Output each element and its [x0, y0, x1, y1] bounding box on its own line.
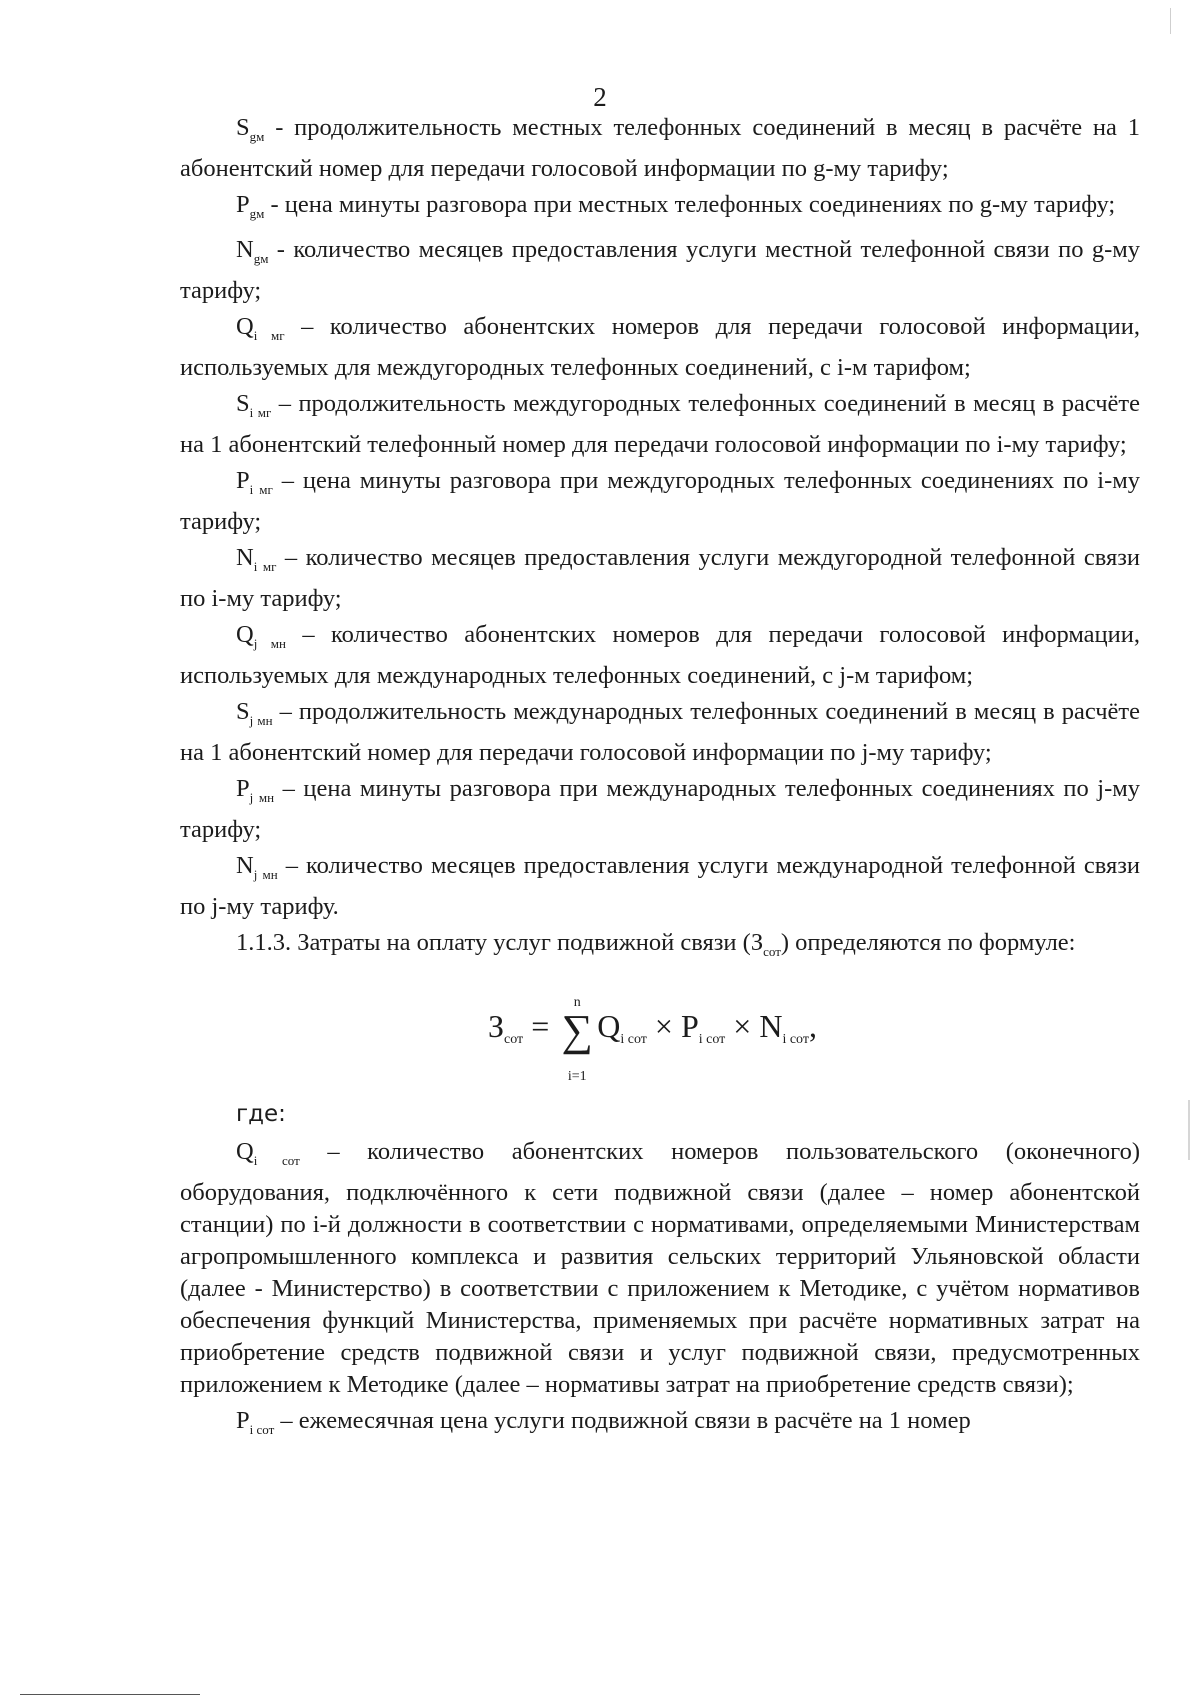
definition-paragraph: $S_{i мг}$ – продолжительность междугородных телефонных соединений в месяц в расчёте на 1 абонентский телефонный номер для передачи голосовой информации по i-му тарифу; — [180, 390, 1140, 458]
document-body — [180, 112, 1140, 1450]
definition-paragraph: $N_{j мн}$ – количество месяцев предоставления услуги международной телефонной связи по j-му тарифу. — [180, 852, 1140, 920]
cost-formula — [180, 980, 1140, 1084]
definition-paragraph: $S_{gм}$ - продолжительность местных телефонных соединений в месяц в расчёте на 1 абонентский номер для передачи голосовой информации по g-му тарифу; — [180, 114, 1140, 182]
where-label: где: — [236, 1101, 286, 1127]
formula-term-q: Q — [597, 1008, 621, 1044]
formula-equals: = — [531, 1008, 550, 1044]
formula-term-n-subscript: i сот — [782, 1032, 809, 1047]
formula-term-q-subscript: i сот — [620, 1032, 647, 1047]
formula-times: × — [654, 1008, 673, 1044]
definition-paragraph: $Q_{j мн}$ – количество абонентских номеров для передачи голосовой информации, используемых для международных телефонных соединений, с j-м тарифом; — [180, 621, 1140, 689]
definition-paragraph: $Q_{i сот}$ – количество абонентских номеров пользовательского (оконечного) оборудования, подключённого к сети подвижной связи (далее – номер абонентской станции) по i-й должности в соответствии с нормативами, определяемыми Министерствам агропромышленного комплекса и развития сельских территорий Ульяновской области (далее - Министерство) в соответствии с приложением к Методике, с учётом нормативов обеспечения функций Министерства, применяемых при расчёте нормативных затрат на приобретение средств подвижной связи и услуг подвижной связи, предусмотренных приложением к Методике (далее – нормативы затрат на приобретение средств связи); — [180, 1138, 1140, 1398]
definition-paragraph: $P_{j мн}$ – цена минуты разговора при международных телефонных соединениях по j-му тарифу; — [180, 775, 1140, 843]
formula-times: × — [733, 1008, 752, 1044]
formula-term-p-subscript: i сот — [698, 1032, 726, 1047]
summation-sign: ∑ n i=1 — [557, 1015, 597, 1047]
page-number: 2 — [593, 82, 607, 112]
definition-paragraph: $P_{i сот}$ – ежемесячная цена услуги подвижной связи в расчёте на 1 номер — [236, 1407, 971, 1437]
scan-artifact — [1170, 8, 1177, 34]
formula-term-n: N — [759, 1008, 783, 1044]
scan-artifact — [1188, 1100, 1190, 1160]
definition-paragraph: $P_{gм}$ - цена минуты разговора при местных телефонных соединениях по g-му тарифу; — [236, 191, 1116, 221]
definition-paragraph: $S_{j мн}$ – продолжительность международных телефонных соединений в месяц в расчёте на 1 абонентский номер для передачи голосовой информации по j-му тарифу; — [180, 698, 1141, 766]
definition-paragraph: $N_{gм}$ - количество месяцев предоставления услуги местной телефонной связи по g-му тарифу; — [180, 236, 1140, 304]
formula-lhs: З — [488, 1008, 505, 1044]
section-heading-paragraph: 1.1.3. Затраты на оплату услуг подвижной связи $(З_{сот})$ определяются по формуле: — [236, 929, 1076, 959]
formula-comma: , — [808, 1008, 817, 1044]
sum-upper-limit: n — [573, 995, 581, 1010]
sum-lower-limit: i=1 — [567, 1069, 587, 1084]
definition-paragraph: $Q_{i мг}$ – количество абонентских номеров для передачи голосовой информации, используемых для междугородных телефонных соединений, с i-м тарифом; — [180, 313, 1140, 381]
bottom-rule — [20, 1694, 200, 1695]
formula-term-p: P — [680, 1008, 699, 1044]
definition-paragraph: $N_{i мг}$ – количество месяцев предоставления услуги междугородной телефонной связи по i-му тарифу; — [180, 544, 1141, 612]
definition-paragraph: $P_{i мг}$ – цена минуты разговора при междугородных телефонных соединениях по i-му тарифу; — [180, 467, 1140, 535]
formula-lhs-subscript: сот — [504, 1032, 524, 1047]
